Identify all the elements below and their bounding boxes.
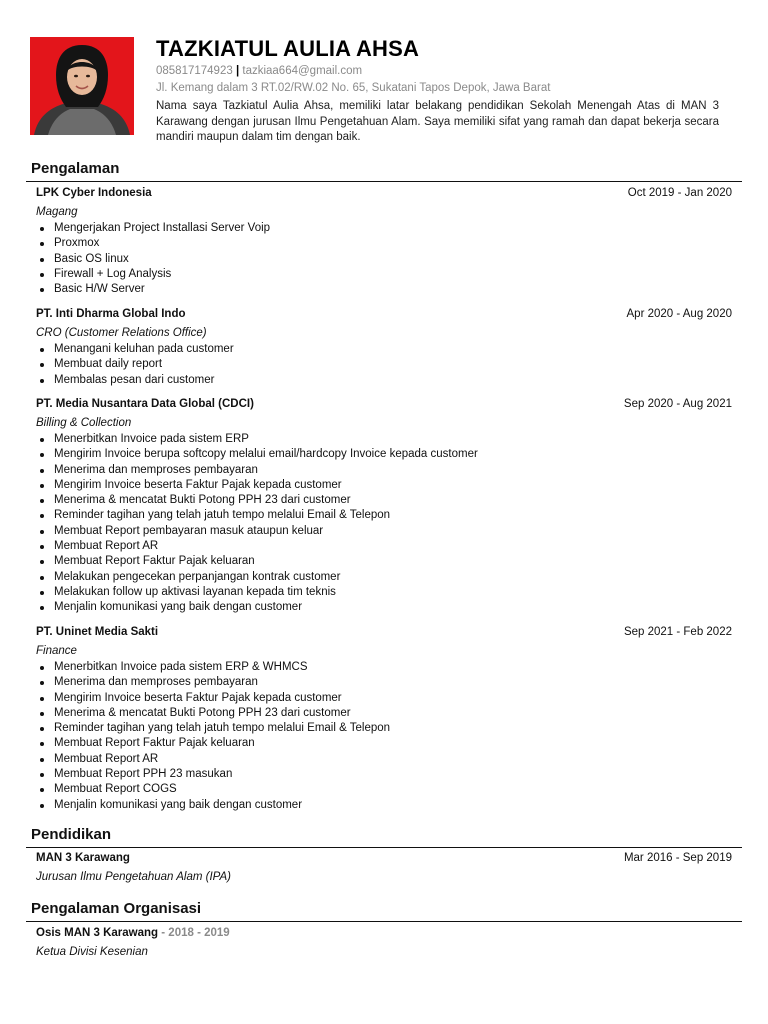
entry-role: CRO (Customer Relations Office) — [36, 327, 207, 339]
entry-organization: LPK Cyber Indonesia — [36, 187, 152, 199]
portrait-image — [30, 37, 134, 135]
list-item: Reminder tagihan yang telah jatuh tempo melalui Email & Telepon — [36, 508, 732, 523]
list-item: Membuat Report AR — [36, 752, 732, 767]
entry-organization: PT. Media Nusantara Data Global (CDCI) — [36, 398, 254, 410]
section-divider — [26, 921, 742, 922]
section-title-experience: Pengalaman — [31, 160, 120, 177]
list-item: Membuat daily report — [36, 357, 732, 372]
entry-date: Sep 2021 - Feb 2022 — [623, 626, 732, 638]
list-item: Basic OS linux — [36, 252, 732, 267]
profile-photo — [30, 37, 134, 135]
entry-role: Jurusan Ilmu Pengetahuan Alam (IPA) — [36, 871, 231, 883]
organization-entry — [36, 927, 732, 961]
section-title-education: Pendidikan — [31, 826, 112, 843]
list-item: Melakukan follow up aktivasi layanan kepada tim teknis — [36, 585, 732, 600]
contact-separator: | — [235, 65, 240, 77]
entry-date: Mar 2016 - Sep 2019 — [623, 852, 732, 864]
entry-date: Apr 2020 - Aug 2020 — [626, 308, 732, 320]
list-item: Mengirim Invoice beserta Faktur Pajak kepada customer — [36, 478, 732, 493]
phone-number: 085817174923 — [156, 65, 233, 77]
list-item: Membalas pesan dari customer — [36, 373, 732, 388]
entry-role: Ketua Divisi Kesenian — [36, 946, 148, 958]
list-item: Basic H/W Server — [36, 282, 732, 297]
list-item: Menjalin komunikasi yang baik dengan customer — [36, 600, 732, 615]
experience-entry — [36, 398, 732, 616]
list-item: Proxmox — [36, 236, 732, 251]
candidate-name: TAZKIATUL AULIA AHSA — [156, 36, 420, 61]
list-item: Menerima dan memproses pembayaran — [36, 463, 732, 478]
entry-bullets — [36, 221, 732, 297]
entry-bullets — [36, 660, 732, 813]
entry-organization: PT. Uninet Media Sakti — [36, 626, 159, 638]
experience-entry — [36, 308, 732, 388]
email-address: tazkiaa664@gmail.com — [242, 65, 363, 77]
section-title-organization: Pengalaman Organisasi — [31, 900, 202, 917]
experience-entry — [36, 187, 732, 297]
list-item: Melakukan pengecekan perpanjangan kontrak customer — [36, 570, 732, 585]
list-item: Membuat Report pembayaran masuk ataupun keluar — [36, 524, 732, 539]
organization-years: - 2018 - 2019 — [161, 927, 230, 939]
list-item: Menangani keluhan pada customer — [36, 342, 732, 357]
entry-date: Oct 2019 - Jan 2020 — [627, 187, 732, 199]
profile-summary: Nama saya Tazkiatul Aulia Ahsa, memiliki latar belakang pendidikan Sekolah Menengah Atas di MAN 3 Karawang dengan jurusan Ilmu Pengetahuan Alam. Saya memiliki sifat yang ramah dan dapat bekerja secara mandiri maupun dalam tim dengan baik. — [156, 100, 719, 143]
list-item: Membuat Report Faktur Pajak keluaran — [36, 554, 732, 569]
entry-organization: PT. Inti Dharma Global Indo — [36, 308, 186, 320]
address: Jl. Kemang dalam 3 RT.02/RW.02 No. 65, Sukatani Tapos Depok, Jawa Barat — [156, 82, 551, 94]
list-item: Menerbitkan Invoice pada sistem ERP & WHMCS — [36, 660, 732, 675]
organization-name: Osis MAN 3 Karawang — [36, 927, 159, 939]
list-item: Menerima & mencatat Bukti Potong PPH 23 dari customer — [36, 706, 732, 721]
list-item: Menerima dan memproses pembayaran — [36, 675, 732, 690]
list-item: Membuat Report AR — [36, 539, 732, 554]
list-item: Membuat Report Faktur Pajak keluaran — [36, 736, 732, 751]
list-item: Menerbitkan Invoice pada sistem ERP — [36, 432, 732, 447]
list-item: Menerima & mencatat Bukti Potong PPH 23 dari customer — [36, 493, 732, 508]
education-entry — [36, 852, 732, 886]
entry-role: Billing & Collection — [36, 417, 132, 429]
list-item: Mengirim Invoice berupa softcopy melalui email/hardcopy Invoice kepada customer — [36, 447, 732, 462]
list-item: Membuat Report PPH 23 masukan — [36, 767, 732, 782]
entry-bullets — [36, 342, 732, 388]
entry-role: Magang — [36, 206, 78, 218]
list-item: Menjalin komunikasi yang baik dengan customer — [36, 798, 732, 813]
entry-role: Finance — [36, 645, 77, 657]
experience-entry — [36, 626, 732, 813]
section-divider — [26, 181, 742, 182]
entry-date: Sep 2020 - Aug 2021 — [623, 398, 732, 410]
entry-bullets — [36, 432, 732, 616]
entry-organization — [36, 927, 230, 939]
section-divider — [26, 847, 742, 848]
list-item: Mengerjakan Project Installasi Server Voip — [36, 221, 732, 236]
contact-line — [156, 65, 362, 77]
list-item: Mengirim Invoice beserta Faktur Pajak kepada customer — [36, 691, 732, 706]
list-item: Membuat Report COGS — [36, 782, 732, 797]
list-item: Firewall + Log Analysis — [36, 267, 732, 282]
list-item: Reminder tagihan yang telah jatuh tempo melalui Email & Telepon — [36, 721, 732, 736]
entry-organization: MAN 3 Karawang — [36, 852, 130, 864]
